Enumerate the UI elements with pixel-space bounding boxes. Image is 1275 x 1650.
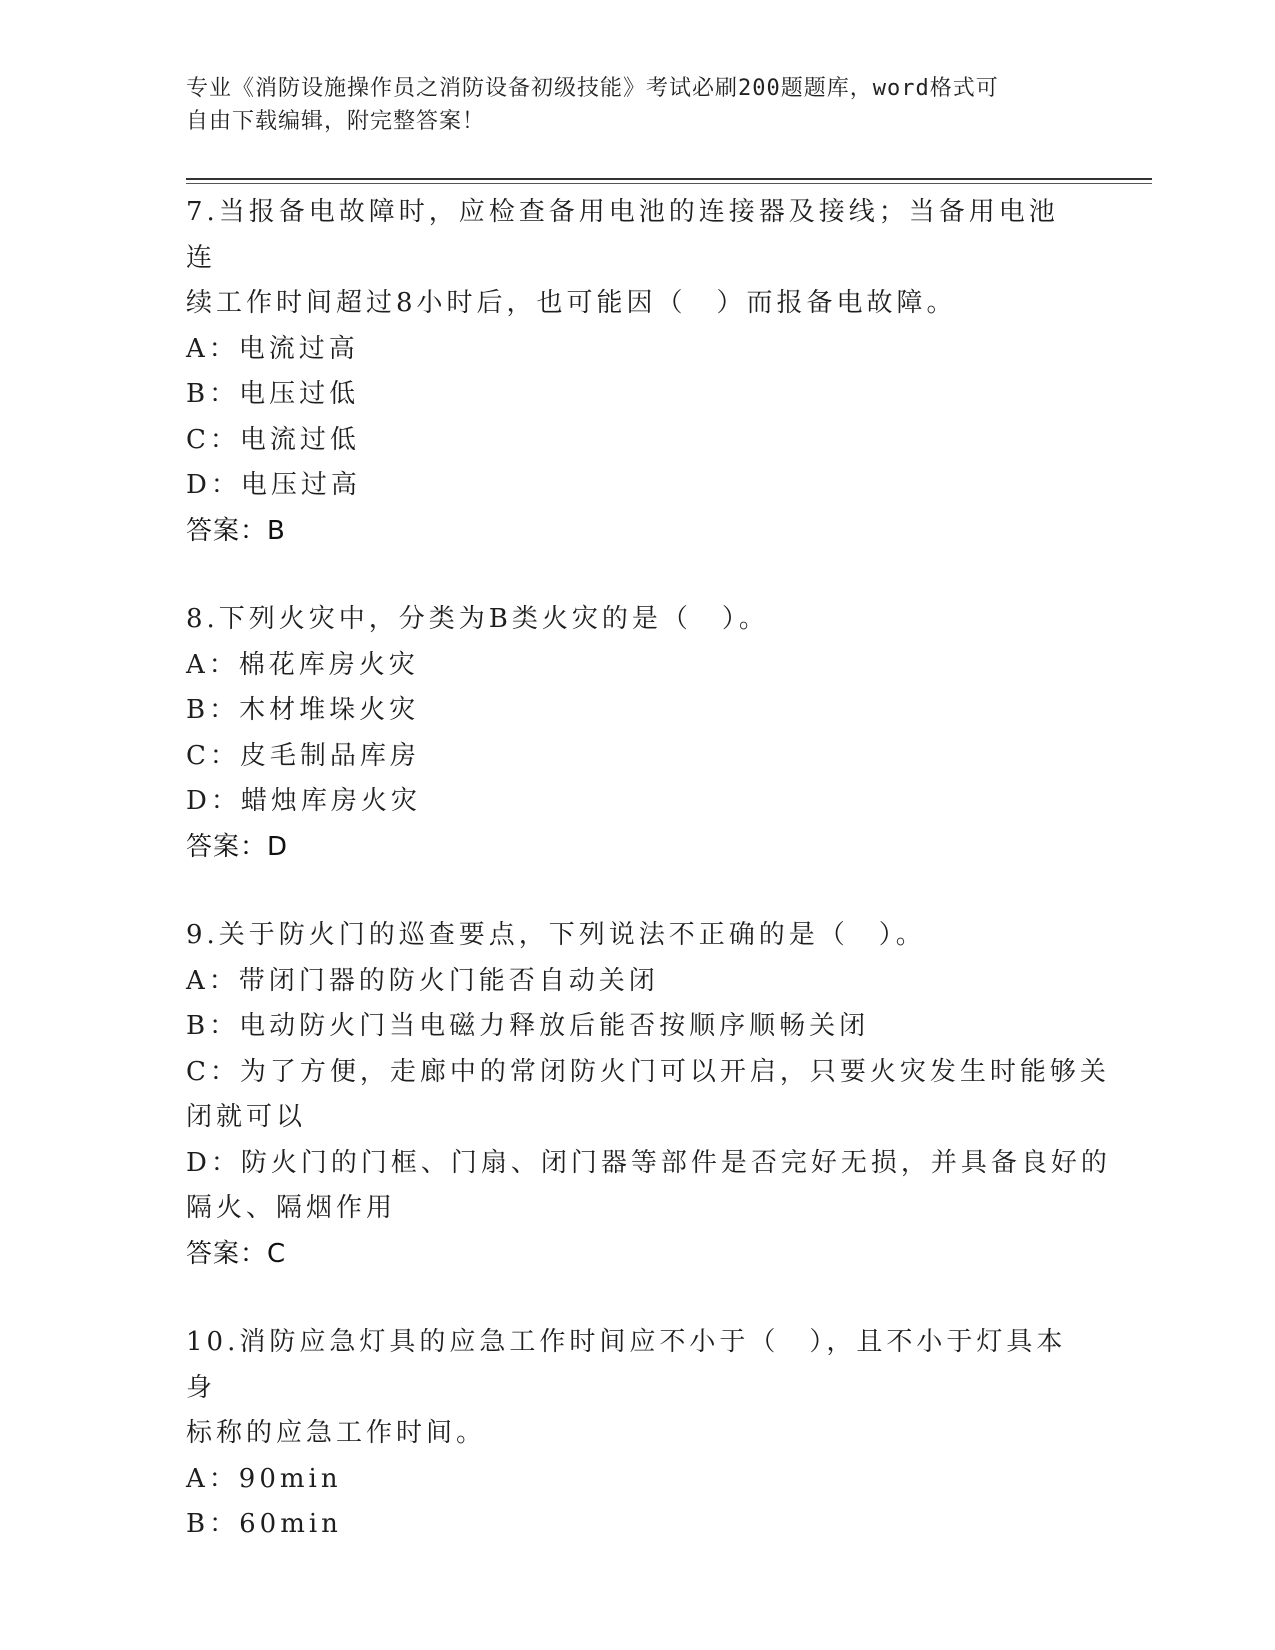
- header-divider-thick: [186, 178, 1152, 180]
- option-d: D：蜡烛库房火灾: [186, 786, 421, 816]
- question-stem: [186, 1320, 1086, 1457]
- document-header: [186, 72, 1066, 138]
- answer-line: 答案：D: [186, 831, 289, 862]
- option-a: A：90min: [186, 1463, 342, 1494]
- option-d: D：电压过高: [186, 470, 361, 500]
- option-c: C：电流过低: [186, 424, 360, 455]
- answer-line: 答案：B: [186, 515, 286, 546]
- question-stem: [186, 913, 1086, 959]
- option-b: B：电动防火门当电磁力释放后能否按顺序顺畅关闭: [186, 1011, 870, 1041]
- option-d-continued: 隔火、隔烟作用: [186, 1193, 397, 1223]
- stem-line: 标称的应急工作时间。: [186, 1418, 487, 1448]
- option-a: A：棉花库房火灾: [186, 649, 419, 680]
- question-8: [186, 597, 1086, 870]
- stem-line: 8.下列火灾中，分类为B类火灾的是（ ）。: [186, 604, 769, 634]
- stem-line: 10.消防应急灯具的应急工作时间应不小于（ ），且不小于灯具本身: [186, 1327, 1067, 1403]
- option-b: B：木材堆垛火灾: [186, 695, 420, 725]
- question-7: [186, 190, 1086, 554]
- stem-line: 续工作时间超过8小时后，也可能因（ ）而报备电故障。: [186, 288, 957, 318]
- header-line-2: 自由下载编辑，附完整答案！: [186, 109, 486, 134]
- answer-line: 答案：C: [186, 1238, 287, 1269]
- option-c: C：皮毛制品库房: [186, 740, 420, 771]
- question-list: [186, 190, 1111, 1591]
- header-divider-thin: [186, 183, 1152, 184]
- stem-line: 7.当报备电故障时，应检查备用电池的连接器及接线；当备用电池连: [186, 197, 1059, 273]
- question-stem: [186, 597, 1086, 643]
- option-c-continued: 闭就可以: [186, 1102, 307, 1132]
- question-10: [186, 1320, 1086, 1548]
- option-c: C：为了方便，走廊中的常闭防火门可以开启，只要火灾发生时能够关: [186, 1056, 1110, 1087]
- question-stem: [186, 190, 1086, 327]
- option-b: B：电压过低: [186, 379, 360, 409]
- option-a: A：带闭门器的防火门能否自动关闭: [186, 965, 659, 996]
- question-9: [186, 913, 1111, 1277]
- option-d: D：防火门的门框、门扇、闭门器等部件是否完好无损，并具备良好的: [186, 1147, 1111, 1178]
- stem-line: 9.关于防火门的巡查要点，下列说法不正确的是（ ）。: [186, 920, 926, 950]
- option-a: A：电流过高: [186, 333, 359, 364]
- header-line-1: 专业《消防设施操作员之消防设备初级技能》考试必刷200题题库，word格式可: [186, 76, 999, 101]
- option-b: B：60min: [186, 1509, 342, 1539]
